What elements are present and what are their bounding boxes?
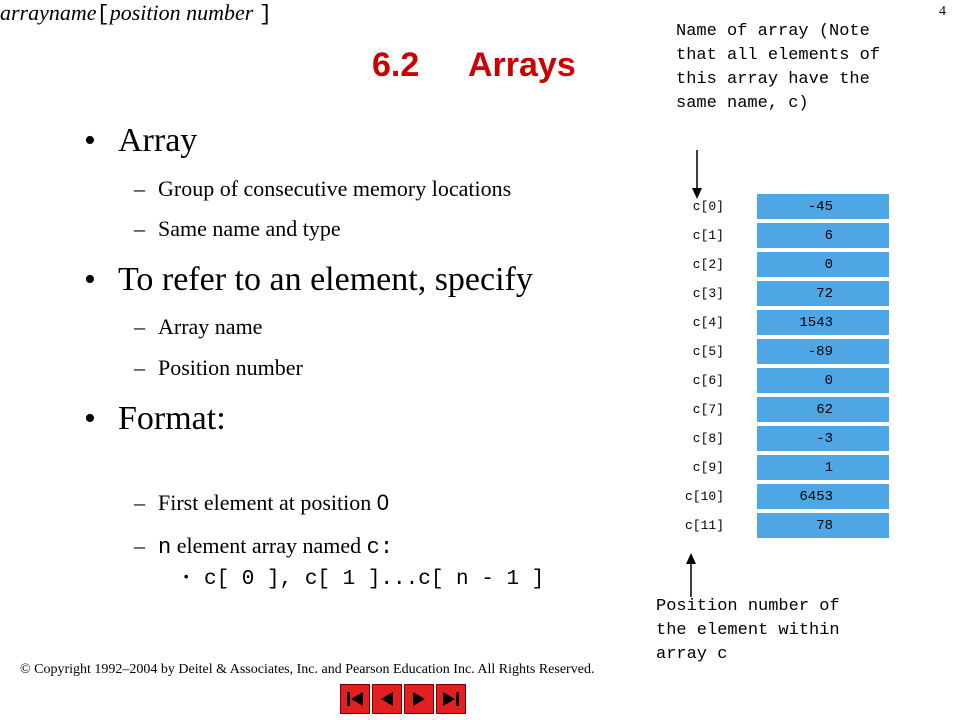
array-element-cell bbox=[756, 367, 890, 394]
first-slide-button[interactable] bbox=[340, 684, 370, 714]
arrow-up-icon bbox=[684, 553, 698, 597]
array-element-cell bbox=[756, 251, 890, 278]
array-element-value: 6453 bbox=[799, 489, 833, 505]
array-element-value: 72 bbox=[816, 286, 833, 302]
array-element-row bbox=[660, 251, 900, 280]
array-element-row bbox=[660, 193, 900, 222]
title-text: Arrays bbox=[468, 46, 576, 84]
array-element-cell bbox=[756, 222, 890, 249]
sub-bullet-first-element: – First element at position 0 bbox=[134, 490, 390, 515]
bullet-array: • Array bbox=[84, 122, 198, 159]
array-element-value: -3 bbox=[816, 431, 833, 447]
array-element-row bbox=[660, 483, 900, 512]
array-element-label: c[11] bbox=[684, 518, 724, 533]
array-element-cell bbox=[756, 454, 890, 481]
array-element-row bbox=[660, 454, 900, 483]
array-element-label: c[6] bbox=[692, 373, 724, 388]
array-element-row bbox=[660, 309, 900, 338]
array-element-cell bbox=[756, 512, 890, 539]
array-element-label: c[3] bbox=[692, 286, 724, 301]
array-element-value: -89 bbox=[807, 344, 833, 360]
array-element-row bbox=[660, 280, 900, 309]
array-element-label: c[9] bbox=[692, 460, 724, 475]
array-element-cell bbox=[756, 483, 890, 510]
array-element-value: 1 bbox=[824, 460, 833, 476]
sub-bullet-position-number: – Position number bbox=[134, 355, 303, 380]
array-element-row bbox=[660, 396, 900, 425]
array-element-label: c[8] bbox=[692, 431, 724, 446]
array-element-row bbox=[660, 367, 900, 396]
array-element-cell bbox=[756, 280, 890, 307]
array-element-label: c[0] bbox=[692, 199, 724, 214]
array-element-row bbox=[660, 425, 900, 454]
array-name-callout: Name of array (Note that all elements of this array have the same name, c) bbox=[676, 22, 881, 113]
array-element-label: c[1] bbox=[692, 228, 724, 243]
sub-bullet-n-element: – n element array named c: bbox=[134, 533, 394, 560]
sub-bullet-array-name: – Array name bbox=[134, 314, 263, 339]
array-element-label: c[10] bbox=[684, 489, 724, 504]
next-slide-button[interactable] bbox=[404, 684, 434, 714]
array-element-cell bbox=[756, 193, 890, 220]
previous-slide-icon bbox=[373, 685, 401, 713]
last-slide-icon bbox=[437, 685, 465, 713]
slide-title bbox=[372, 46, 576, 85]
copyright-notice: © Copyright 1992–2004 by Deitel & Associates, Inc. and Pearson Education Inc. All Rights Reserved. bbox=[20, 662, 595, 677]
array-element-value: 0 bbox=[824, 373, 833, 389]
array-element-value: -45 bbox=[807, 199, 833, 215]
array-element-cell bbox=[756, 309, 890, 336]
sub-bullet-same-name: – Same name and type bbox=[134, 216, 341, 241]
array-element-cell bbox=[756, 396, 890, 423]
array-element-value: 1543 bbox=[799, 315, 833, 331]
page-number: 4 bbox=[939, 4, 946, 19]
element-range-example: • c[ 0 ], c[ 1 ]...c[ n - 1 ] bbox=[182, 568, 545, 591]
bullet-format: • Format: bbox=[84, 400, 226, 437]
array-element-label: c[7] bbox=[692, 402, 724, 417]
bullet-refer: • To refer to an element, specify bbox=[84, 261, 533, 298]
previous-slide-button[interactable] bbox=[372, 684, 402, 714]
array-element-label: c[2] bbox=[692, 257, 724, 272]
array-element-row bbox=[660, 512, 900, 541]
array-element-cell bbox=[756, 338, 890, 365]
section-number: 6.2 bbox=[372, 46, 420, 84]
array-element-value: 62 bbox=[816, 402, 833, 418]
array-element-value: 0 bbox=[824, 257, 833, 273]
next-slide-icon bbox=[405, 685, 433, 713]
array-element-cell bbox=[756, 425, 890, 452]
array-element-row bbox=[660, 338, 900, 367]
last-slide-button[interactable] bbox=[436, 684, 466, 714]
first-slide-icon bbox=[341, 685, 369, 713]
array-element-value: 78 bbox=[816, 518, 833, 534]
array-element-value: 6 bbox=[824, 228, 833, 244]
position-number-callout: Position number of the element within array c bbox=[656, 597, 840, 664]
array-element-label: c[5] bbox=[692, 344, 724, 359]
sub-bullet-group: – Group of consecutive memory locations bbox=[134, 176, 512, 201]
array-element-row bbox=[660, 222, 900, 251]
array-element-label: c[4] bbox=[692, 315, 724, 330]
format-syntax: arrayname[position number ] bbox=[0, 0, 273, 27]
